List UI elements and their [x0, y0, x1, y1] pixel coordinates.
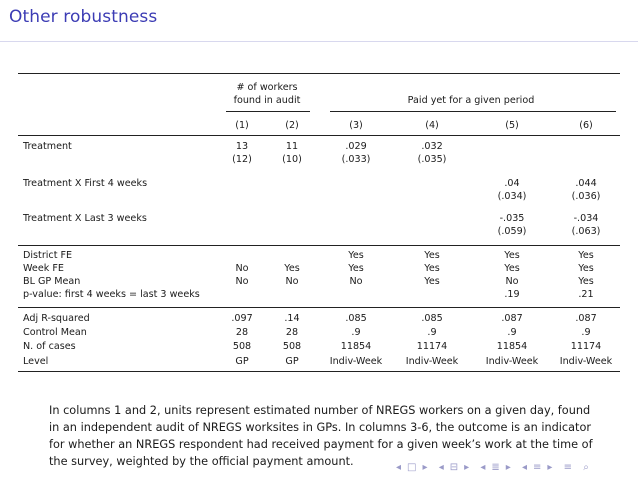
- value-cell: Yes: [578, 276, 594, 287]
- coef-cell: 13: [235, 141, 249, 152]
- value-cell: No: [349, 276, 363, 287]
- value-cell: .9: [507, 327, 517, 338]
- table-header-rule: [18, 135, 620, 136]
- value-cell: 11854: [340, 341, 372, 352]
- se-cell: (.059): [497, 226, 527, 237]
- note-text: In columns 1 and 2, units represent estimated number of NREGS workers on a given day, found in an independent audit of NREGS worksites in GPs. In columns 3-6, the outcome is an indicator for whether an NREGS respondent had received payment for a given week’s work at the time of the survey, weighted by the official payment amount.: [49, 404, 593, 468]
- value-cell: Yes: [504, 263, 520, 274]
- nav-prev-frame-icon[interactable]: ◂: [396, 462, 404, 473]
- row-label-control_mean: Control Mean: [23, 327, 87, 338]
- nav-prev-section-icon[interactable]: ◂: [480, 462, 488, 473]
- value-cell: Yes: [348, 263, 364, 274]
- group-header-workers-line2: found in audit: [233, 95, 301, 106]
- table-top-rule: [18, 73, 620, 74]
- value-cell: 11174: [416, 341, 448, 352]
- nav-doc-icon: ≡: [533, 462, 544, 473]
- row-label-treatment: Treatment: [23, 141, 72, 152]
- value-cell: .087: [575, 313, 597, 324]
- value-cell: No: [285, 276, 299, 287]
- row-label-bl_gp_mean: BL GP Mean: [23, 276, 81, 287]
- table-note: [49, 402, 599, 470]
- column-number: (1): [235, 120, 249, 131]
- value-cell: Yes: [424, 250, 440, 261]
- value-cell: Indiv-Week: [405, 356, 459, 367]
- title-divider: [0, 41, 638, 42]
- se-cell: (.036): [571, 191, 601, 202]
- value-cell: Yes: [348, 250, 364, 261]
- value-cell: Yes: [424, 276, 440, 287]
- column-number: (6): [579, 120, 593, 131]
- nav-align-icon[interactable]: ≡: [563, 462, 575, 473]
- value-cell: .9: [351, 327, 361, 338]
- value-cell: .21: [578, 289, 594, 300]
- table-stats-rule: [18, 307, 620, 308]
- se-cell: (12): [232, 154, 252, 165]
- value-cell: GP: [285, 356, 299, 367]
- row-label-level: Level: [23, 356, 49, 367]
- nav-section-icon: ≣: [491, 462, 502, 473]
- value-cell: .087: [501, 313, 523, 324]
- value-cell: .9: [427, 327, 437, 338]
- nav-subsection-icon: ⊟: [449, 462, 461, 473]
- value-cell: 508: [282, 341, 302, 352]
- nav-next-subsection-icon[interactable]: ▸: [464, 462, 472, 473]
- se-cell: (.063): [571, 226, 601, 237]
- value-cell: .14: [284, 313, 300, 324]
- column-number: (4): [425, 120, 439, 131]
- row-label-pvalue: p-value: first 4 weeks = last 3 weeks: [23, 289, 200, 300]
- value-cell: Indiv-Week: [485, 356, 539, 367]
- nav-search-icon[interactable]: ⌕: [583, 462, 591, 473]
- column-number: (2): [285, 120, 299, 131]
- group-underline-paid: [330, 111, 616, 112]
- nav-next-section-icon[interactable]: ▸: [505, 462, 513, 473]
- coef-cell: -.034: [573, 213, 599, 224]
- value-cell: Yes: [578, 263, 594, 274]
- value-cell: GP: [235, 356, 249, 367]
- row-label-last3: Treatment X Last 3 weeks: [23, 213, 147, 224]
- value-cell: No: [505, 276, 519, 287]
- table-controls-rule: [18, 245, 620, 246]
- coef-cell: .044: [575, 178, 597, 189]
- value-cell: Yes: [284, 263, 300, 274]
- nav-prev-doc-icon[interactable]: ◂: [521, 462, 530, 473]
- nav-prev-subsection-icon[interactable]: ◂: [438, 462, 446, 473]
- group-header-workers-line1: # of workers: [236, 82, 298, 93]
- row-label-district_fe: District FE: [23, 250, 73, 261]
- value-cell: .9: [581, 327, 591, 338]
- value-cell: Indiv-Week: [329, 356, 383, 367]
- value-cell: .085: [345, 313, 367, 324]
- group-header-paid: Paid yet for a given period: [407, 95, 535, 106]
- column-number: (5): [505, 120, 519, 131]
- se-cell: (.033): [341, 154, 371, 165]
- row-label-first4: Treatment X First 4 weeks: [23, 178, 148, 189]
- value-cell: .19: [504, 289, 520, 300]
- coef-cell: .04: [504, 178, 520, 189]
- nav-next-frame-icon[interactable]: ▸: [422, 462, 430, 473]
- value-cell: No: [235, 276, 249, 287]
- table-bottom-rule: [18, 371, 620, 372]
- coef-cell: -.035: [499, 213, 525, 224]
- nav-frame-icon: □: [407, 462, 419, 473]
- group-underline-workers: [226, 111, 310, 112]
- beamer-navigation: [396, 462, 595, 473]
- value-cell: Yes: [578, 250, 594, 261]
- value-cell: Yes: [424, 263, 440, 274]
- se-cell: (10): [282, 154, 302, 165]
- coef-cell: .029: [345, 141, 367, 152]
- value-cell: Yes: [504, 250, 520, 261]
- row-label-week_fe: Week FE: [23, 263, 64, 274]
- coef-cell: 11: [285, 141, 299, 152]
- value-cell: 11854: [496, 341, 528, 352]
- slide-title: Other robustness: [9, 7, 158, 27]
- row-label-adj_r2: Adj R-squared: [23, 313, 90, 324]
- value-cell: 508: [232, 341, 252, 352]
- se-cell: (.034): [497, 191, 527, 202]
- value-cell: 28: [285, 327, 299, 338]
- coef-cell: .032: [421, 141, 443, 152]
- nav-next-doc-icon[interactable]: ▸: [547, 462, 555, 473]
- value-cell: Indiv-Week: [559, 356, 613, 367]
- value-cell: 11174: [570, 341, 602, 352]
- row-label-n_cases: N. of cases: [23, 341, 76, 352]
- value-cell: .085: [421, 313, 443, 324]
- se-cell: (.035): [417, 154, 447, 165]
- value-cell: .097: [231, 313, 253, 324]
- value-cell: 28: [235, 327, 249, 338]
- column-number: (3): [349, 120, 363, 131]
- value-cell: No: [235, 263, 249, 274]
